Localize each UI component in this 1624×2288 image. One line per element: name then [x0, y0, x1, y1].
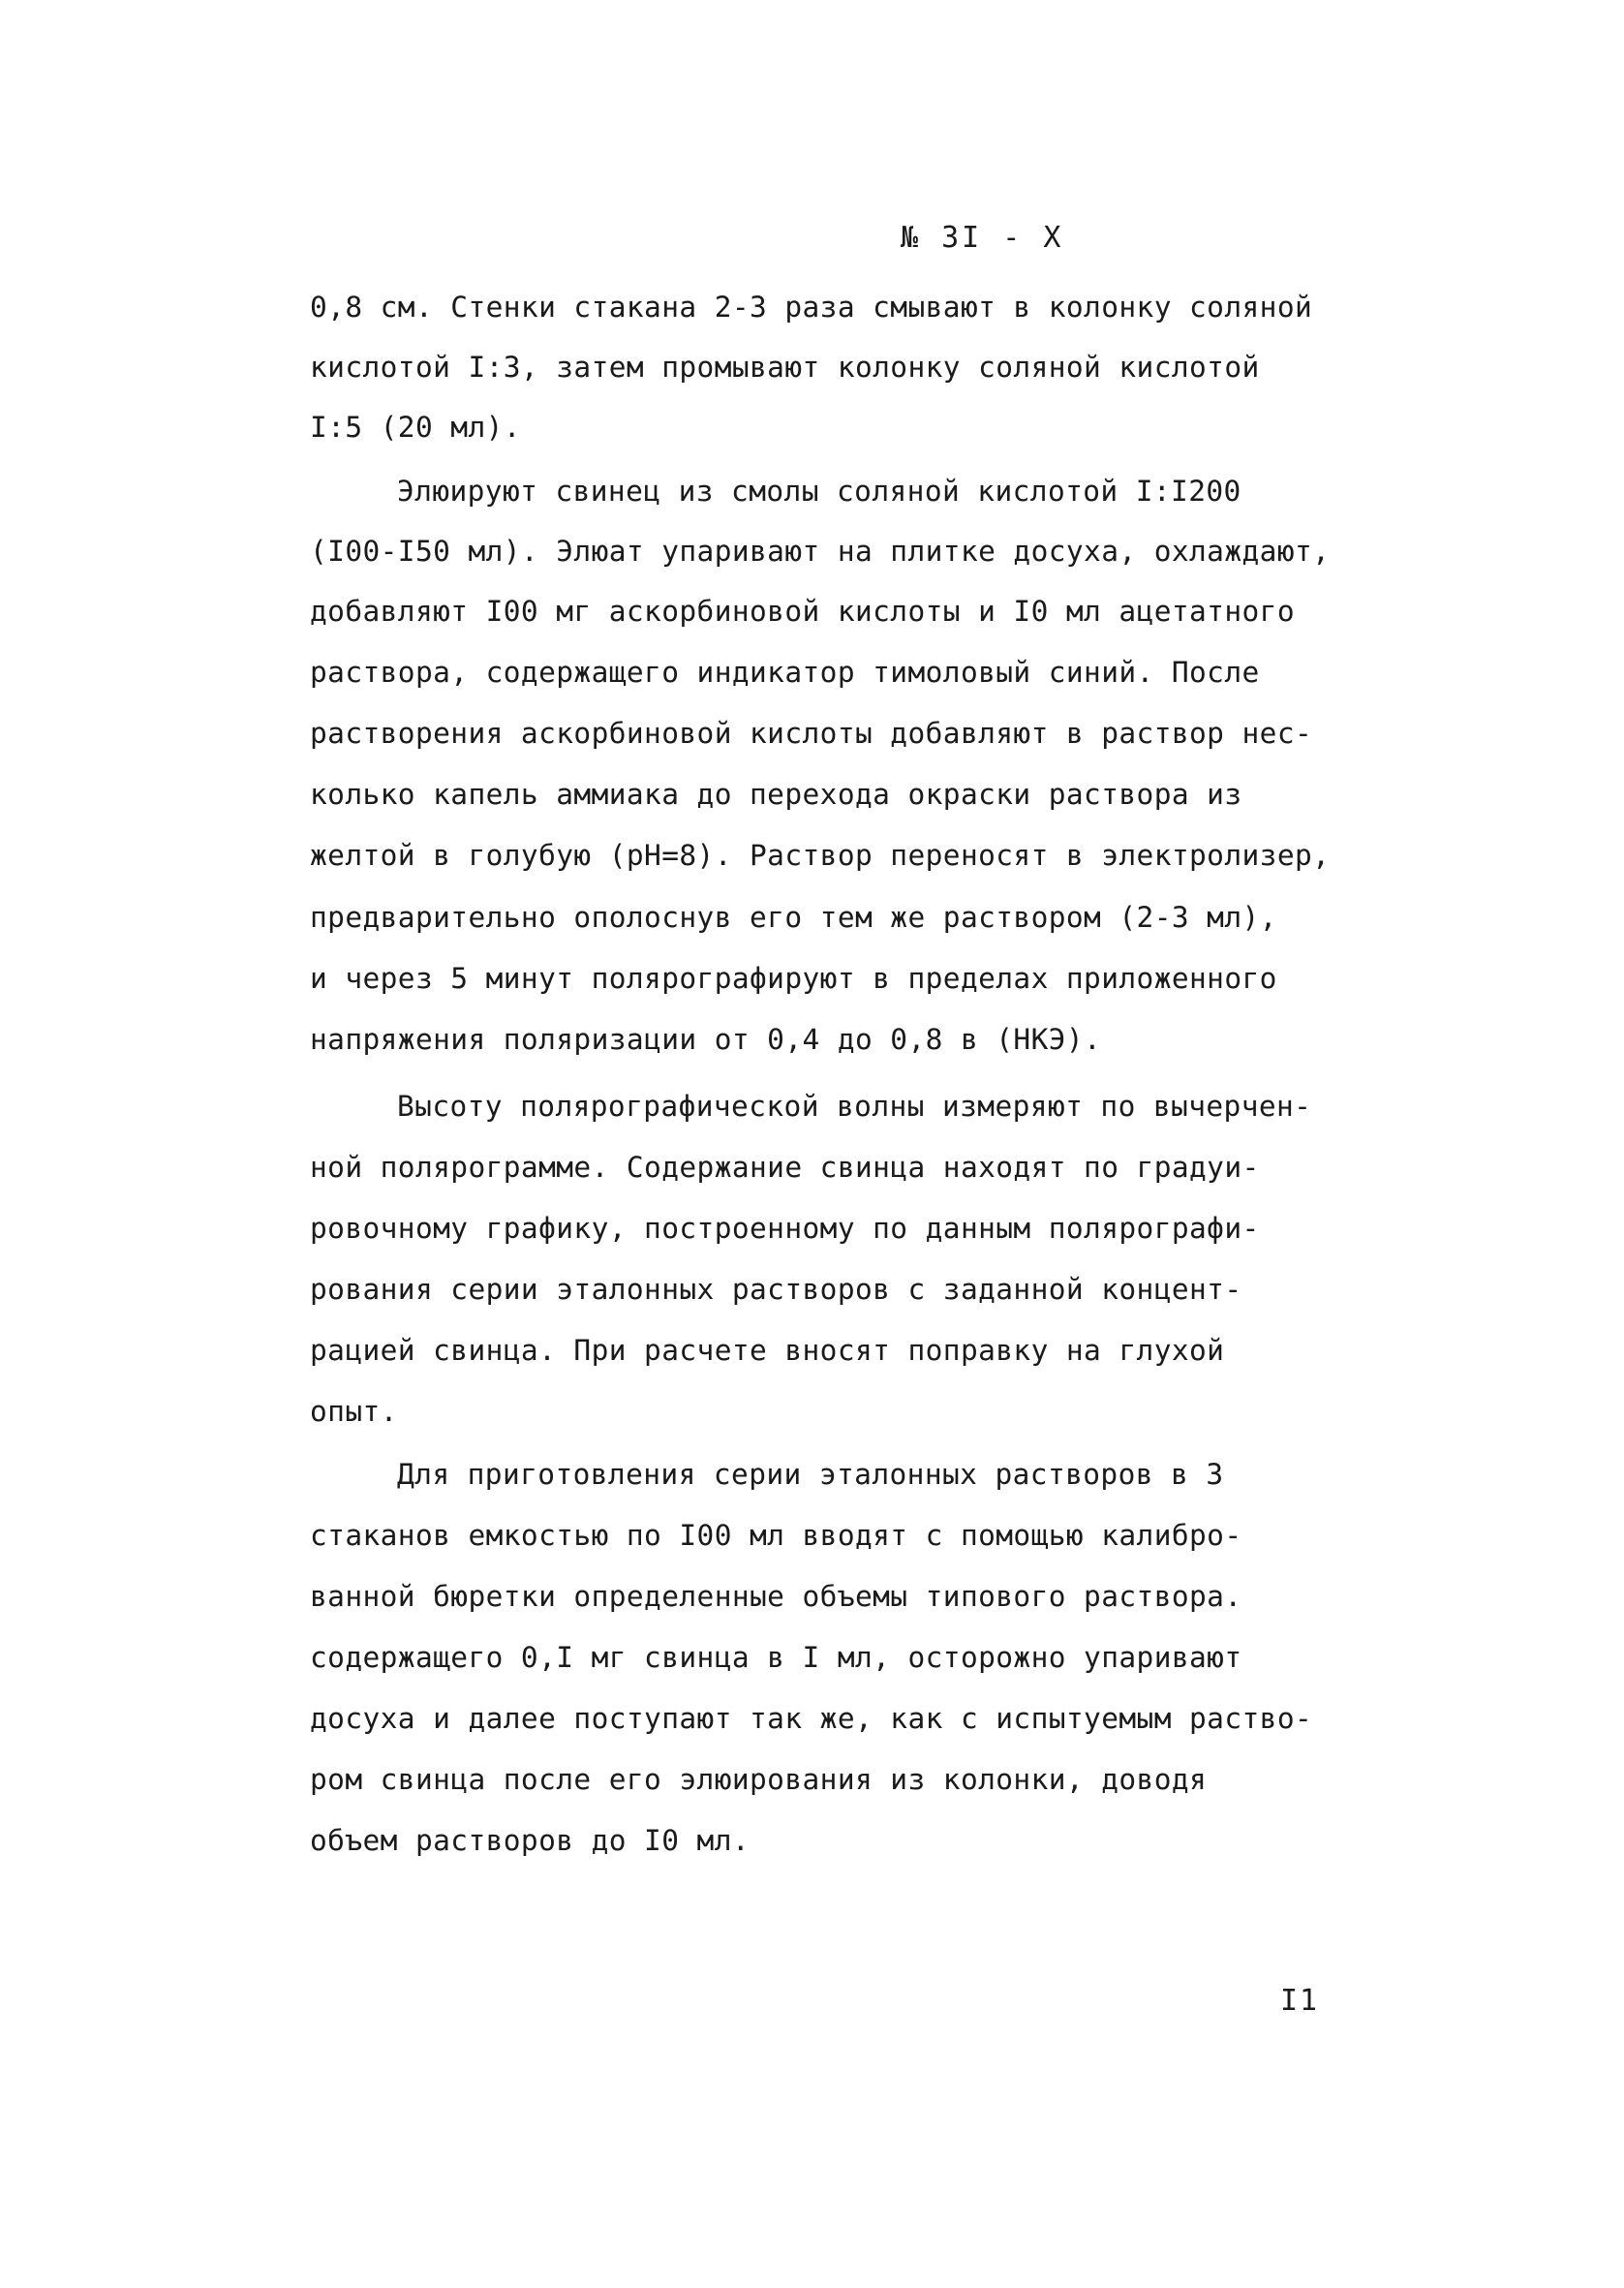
- text-line: досуха и далее поступают так же, как с испытуемым раство-: [310, 1702, 1313, 1735]
- text-line: содержащего 0,I мг свинца в I мл, осторожно упаривают: [310, 1641, 1242, 1674]
- document-number: № 3I - X: [901, 221, 1064, 255]
- text-line: ванной бюретки определенные объемы типового раствора.: [310, 1580, 1242, 1613]
- text-line: I:5 (20 мл).: [310, 411, 521, 444]
- text-line: и через 5 минут полярографируют в пределах приложенного: [310, 962, 1277, 995]
- text-line: объем растворов до I0 мл.: [310, 1824, 751, 1857]
- text-line: 0,8 см. Стенки стакана 2-3 раза смывают в колонку соляной: [310, 291, 1313, 324]
- text-line: добавляют I00 мг аскорбиновой кислоты и I0 мл ацетатного: [310, 595, 1295, 628]
- text-line: желтой в голубую (pH=8). Раствор переносят в электролизер,: [310, 839, 1331, 872]
- text-line: колько капель аммиака до перехода окраски раствора из: [310, 778, 1242, 811]
- text-line: рования серии эталонных растворов с заданной концент-: [310, 1273, 1242, 1306]
- text-line: (I00-I50 мл). Элюат упаривают на плитке досуха, охлаждают,: [310, 535, 1331, 568]
- text-line: Высоту полярографической волны измеряют по вычерчен-: [397, 1090, 1312, 1123]
- text-line: стаканов емкостью по I00 мл вводят с помощью калибро-: [310, 1519, 1242, 1552]
- text-line: кислотой I:3, затем промывают колонку соляной кислотой: [310, 351, 1260, 384]
- text-line: ровочному графику, построенному по данным полярографи-: [310, 1212, 1260, 1245]
- text-line: ром свинца после его элюирования из колонки, доводя: [310, 1763, 1208, 1796]
- page-number: I1: [1280, 1984, 1320, 2018]
- text-line: опыт.: [310, 1395, 398, 1428]
- text-line: предварительно ополоснув его тем же раствором (2-3 мл),: [310, 901, 1277, 934]
- text-line: раствора, содержащего индикатор тимоловый синий. После: [310, 656, 1260, 689]
- text-line: Элюируют свинец из смолы соляной кислотой I:I200: [397, 475, 1241, 508]
- text-line: растворения аскорбиновой кислоты добавляют в раствор нес-: [310, 717, 1313, 750]
- text-line: Для приготовления серии эталонных растворов в 3: [397, 1458, 1224, 1491]
- text-line: ной полярограмме. Содержание свинца находят по градуи-: [310, 1151, 1260, 1184]
- text-line: напряжения поляризации от 0,4 до 0,8 в (НКЭ).: [310, 1023, 1102, 1056]
- text-line: рацией свинца. При расчете вносят поправку на глухой: [310, 1334, 1225, 1367]
